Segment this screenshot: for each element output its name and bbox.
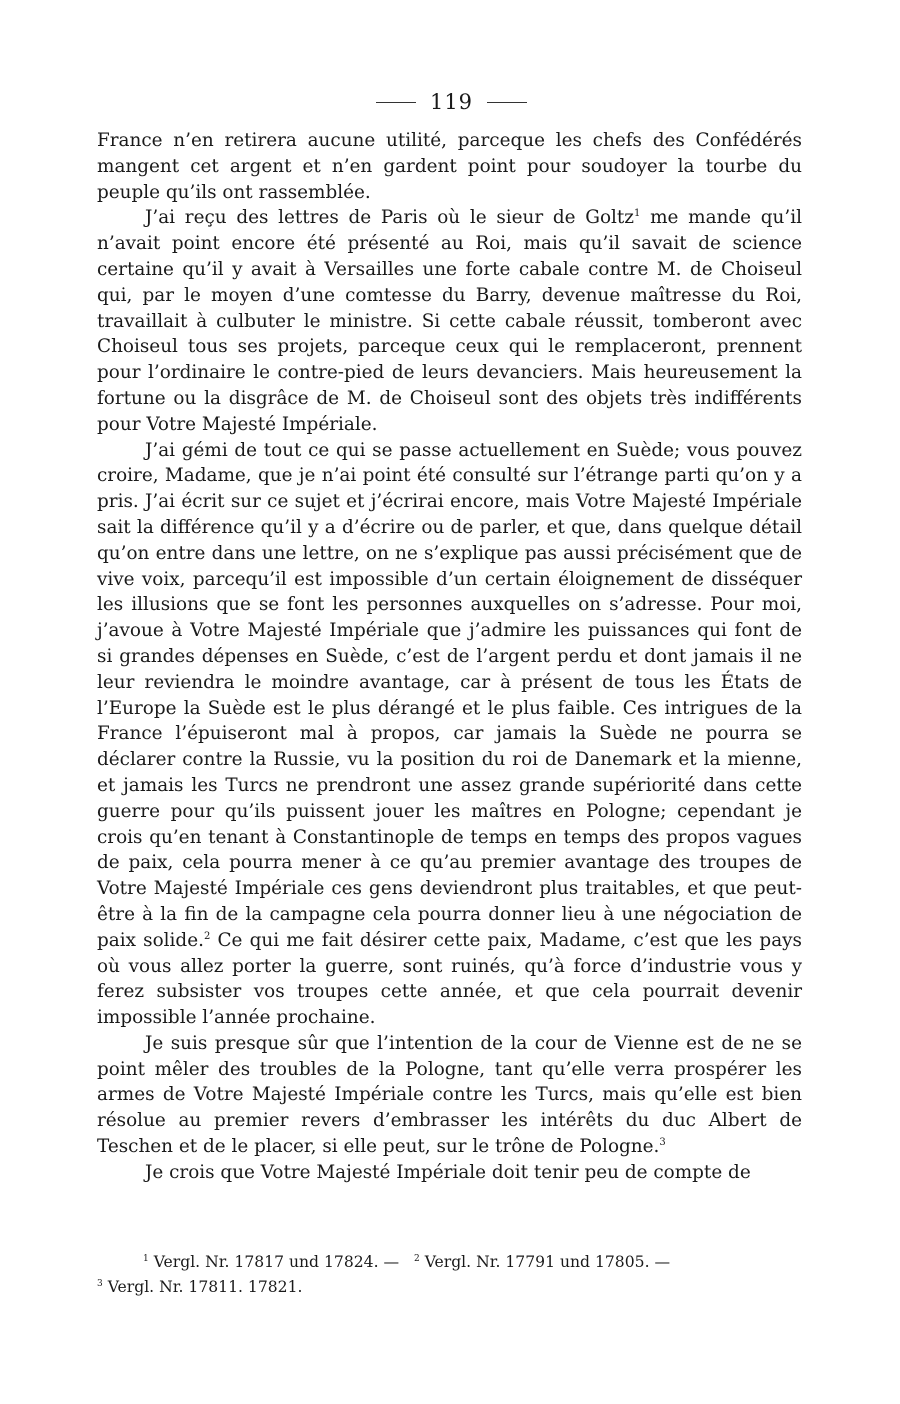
footnotes bbox=[97, 1250, 802, 1300]
footnote-ref-3: 3 bbox=[659, 1137, 666, 1149]
paragraph-text: J’ai reçu des lettres de Paris où le sieur de Goltz bbox=[145, 207, 634, 229]
footnote-3: Vergl. Nr. 17811. 17821. bbox=[107, 1278, 303, 1296]
footnote-ref-2: 2 bbox=[203, 930, 211, 942]
paragraph-vienne bbox=[97, 1031, 802, 1160]
paragraph-text: Je suis presque sûr que l’intention de la cour de Vienne est de ne se point mêler des troubles de la Pologne, tant qu’elle verra prospérer les armes de Votre Majesté Impériale contre les Turcs, mais qu’elle est bien résolue au premier revers d’embrasser les intérêts du duc Albert de Teschen et de le placer, si elle peut, sur le trône de Pologne. bbox=[97, 1032, 802, 1158]
paragraph-goltz bbox=[97, 205, 802, 437]
paragraph-final: Je crois que Votre Majesté Impériale doit tenir peu de compte de bbox=[145, 1161, 751, 1183]
paragraph-text: Ce qui me fait désirer cette paix, Madame, c’est que les pays où vous allez porter la guerre, sont ruinés, qu’à force d’industrie vous y ferez subsister vos troupes cette année, et que cela pourrait devenir impossible l’année prochaine. bbox=[97, 929, 802, 1029]
footnote-line-2 bbox=[97, 1275, 802, 1300]
paragraph-continuation: France n’en retirera aucune utilité, parceque les chefs des Confédérés mangent cet argent et n’en gardent point pour soudoyer la tourbe du peuple qu’ils ont rassemblée. bbox=[97, 130, 802, 203]
body-text bbox=[97, 128, 802, 1186]
footnote-mark-3: 3 bbox=[97, 1279, 103, 1289]
page-header bbox=[101, 84, 802, 120]
page bbox=[97, 84, 802, 1186]
paragraph-text: me mande qu’il n’avait point encore été présenté au Roi, mais qu’il savait de science certaine qu’il y avait à Versailles une forte cabale contre M. de Choiseul qui, par le moyen d’une comtesse du Barry, devenue maîtresse du Roi, travaillait à culbuter le ministre. Si cette cabale réussit, tomberont avec Choiseul tous ses projets, parceque ceux qui le remplaceront, prennent pour l’ordinaire le contre-pied de leurs devanciers. Mais heureusement la fortune ou la disgrâce de M. de Choiseul sont des objets très indifférents pour Votre Majesté Impériale. bbox=[97, 207, 802, 435]
footnote-line-1 bbox=[97, 1250, 802, 1275]
footnote-mark-1: 1 bbox=[143, 1254, 149, 1264]
page-number: 119 bbox=[429, 90, 474, 114]
header-rule-left bbox=[376, 102, 416, 103]
footnote-ref-1: 1 bbox=[634, 208, 641, 220]
header-rule-right bbox=[487, 102, 527, 103]
paragraph-suede bbox=[97, 438, 802, 1031]
paragraph-text: J’ai gémi de tout ce qui se passe actuellement en Suède; vous pouvez croire, Madame, que je n’ai point été consulté sur l’étrange parti qu’on y a pris. J’ai écrit sur ce sujet et j’écrirai encore, mais Votre Majesté Impériale sait la différence qu’il y a d’écrire ou de parler, et que, dans quelque détail qu’on entre dans une lettre, on ne s’explique pas aussi précisément que de vive voix, parcequ’il est impossible d’un certain éloignement de disséquer les illusions que se font les personnes auxquelles on s’adresse. Pour moi, j’avoue à Votre Majesté Impériale que j’admire les puissances qui font de si grandes dépenses en Suède, c’est de l’argent perdu et dont jamais il ne leur reviendra le moindre avantage, car à présent de tous les États de l’Europe la Suède est le plus dérangé et le plus faible. Ces intrigues de la France l’épuiseront mal à propos, car jamais la Suède ne pourra se déclarer contre la Russie, vu la position du roi de Danemark et la mienne, et jamais les Turcs ne prendront une assez grande supériorité dans cette guerre pour qu’ils puissent jouer les maîtres en Pologne; cependant je crois qu’en tenant à Constantinople de temps en temps des propos vagues de paix, cela pourra mener à ce qu’au premier avantage des troupes de Votre Majesté Impériale ces gens deviendront plus traitables, et que peut-être à la fin de la campagne cela pourra donner lieu à une négociation de paix solide. bbox=[97, 439, 802, 951]
footnote-mark-2: 2 bbox=[413, 1254, 420, 1264]
footnote-2: Vergl. Nr. 17791 und 17805. — bbox=[424, 1253, 671, 1271]
footnote-1: Vergl. Nr. 17817 und 17824. — bbox=[153, 1253, 400, 1271]
